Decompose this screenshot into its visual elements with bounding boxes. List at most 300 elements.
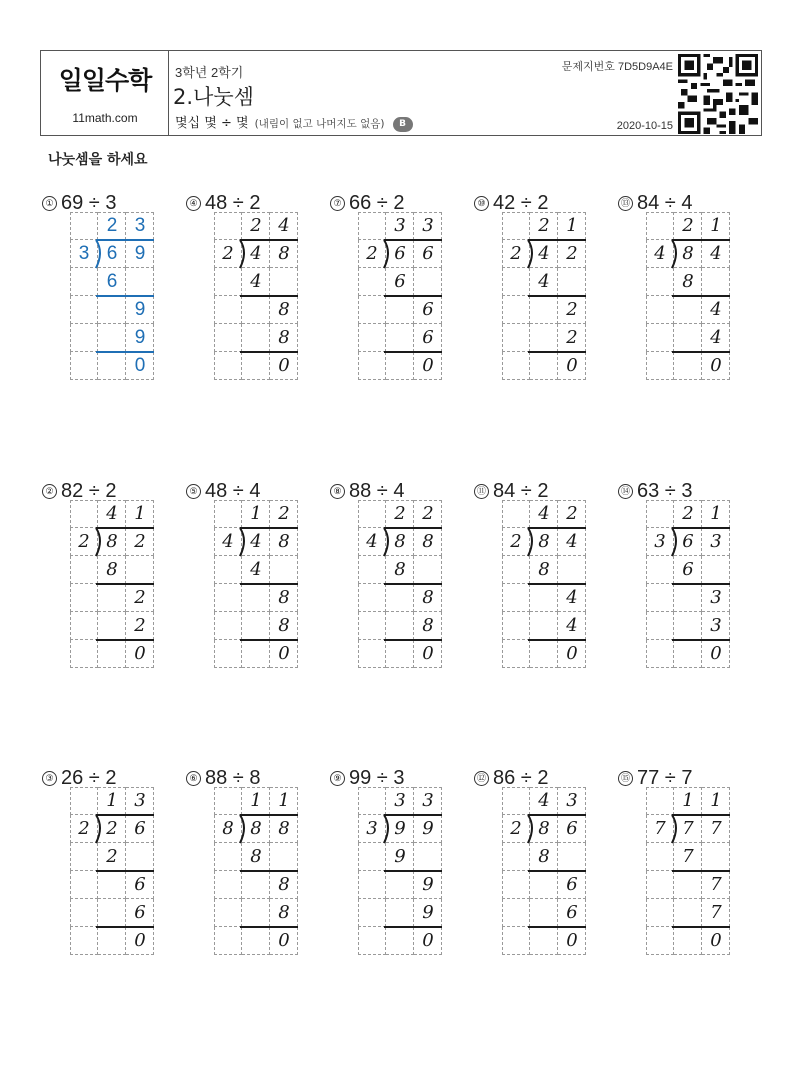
grid-cell[interactable] — [358, 268, 386, 296]
qr-code-icon — [678, 54, 758, 134]
problem-number: ⑬ — [618, 196, 633, 211]
difference-digit: 7 — [710, 874, 722, 895]
grid-cell[interactable] — [502, 500, 530, 528]
grid-cell[interactable] — [358, 500, 386, 528]
division-bracket — [380, 238, 392, 270]
grid-cell[interactable] — [358, 296, 386, 324]
division-bar — [240, 814, 298, 816]
grid-cell[interactable] — [242, 899, 270, 927]
grid-cell[interactable] — [558, 843, 586, 871]
remainder-digit: 0 — [566, 930, 578, 951]
remainder-digit: 0 — [566, 355, 578, 376]
grid-cell[interactable] — [530, 584, 558, 612]
grid-cell[interactable] — [530, 640, 558, 668]
grid-cell[interactable] — [386, 296, 414, 324]
grid-cell[interactable] — [502, 352, 530, 380]
problem-expression: 88 ÷ 8 — [205, 767, 261, 789]
grid-cell[interactable] — [646, 640, 674, 668]
grid-cell[interactable] — [242, 324, 270, 352]
grid-cell[interactable] — [386, 352, 414, 380]
grid-cell[interactable] — [214, 927, 242, 955]
grid-cell[interactable] — [358, 352, 386, 380]
grid-cell[interactable] — [386, 899, 414, 927]
divisor-digit: 2 — [78, 818, 90, 839]
grid-cell[interactable] — [502, 584, 530, 612]
grid-cell[interactable] — [358, 899, 386, 927]
grid-cell[interactable] — [214, 843, 242, 871]
work-grid — [358, 212, 442, 380]
grid-cell[interactable] — [358, 871, 386, 899]
product-digit: 6 — [134, 902, 146, 923]
division-problem — [42, 767, 182, 967]
grid-cell[interactable] — [558, 556, 586, 584]
quotient-digit: 3 — [394, 790, 406, 811]
grid-cell[interactable] — [414, 556, 442, 584]
grid-cell[interactable] — [214, 212, 242, 240]
grid-cell[interactable] — [270, 268, 298, 296]
grid-cell[interactable] — [214, 324, 242, 352]
subtraction-line — [240, 639, 298, 641]
product-digit: 8 — [278, 615, 290, 636]
grid-cell[interactable] — [358, 612, 386, 640]
grid-cell[interactable] — [646, 843, 674, 871]
problem-number: ⑤ — [186, 484, 201, 499]
grid-cell[interactable] — [646, 212, 674, 240]
grid-cell[interactable] — [646, 787, 674, 815]
divisor-digit: 4 — [222, 531, 234, 552]
product-digit: 4 — [538, 271, 550, 292]
dividend-digit: 2 — [106, 818, 118, 839]
grid-cell[interactable] — [414, 843, 442, 871]
grid-cell[interactable] — [242, 927, 270, 955]
grid-cell[interactable] — [386, 927, 414, 955]
difference-digit: 2 — [566, 299, 578, 320]
grid-cell[interactable] — [646, 584, 674, 612]
grid-cell[interactable] — [242, 296, 270, 324]
division-problem — [474, 480, 614, 680]
difference-digit: 6 — [566, 874, 578, 895]
division-problem — [618, 192, 758, 392]
dividend-digit: 9 — [422, 818, 434, 839]
quotient-digit: 1 — [250, 790, 262, 811]
logo-box — [41, 51, 169, 135]
grid-cell[interactable] — [70, 871, 98, 899]
grid-cell[interactable] — [674, 927, 702, 955]
grid-cell[interactable] — [98, 584, 126, 612]
product-digit: 8 — [106, 559, 118, 580]
dividend-digit: 8 — [422, 531, 434, 552]
divisor-digit: 3 — [366, 818, 378, 839]
grid-cell[interactable] — [214, 584, 242, 612]
problem-number: ⑨ — [330, 771, 345, 786]
grid-cell[interactable] — [530, 612, 558, 640]
problem-number: ⑫ — [474, 771, 489, 786]
subtraction-line — [240, 295, 298, 297]
problem-number: ② — [42, 484, 57, 499]
grid-cell[interactable] — [502, 899, 530, 927]
dividend-digit: 6 — [682, 531, 694, 552]
subtraction-line — [672, 295, 730, 297]
grid-cell[interactable] — [502, 296, 530, 324]
subtraction-line — [528, 583, 586, 585]
grid-cell[interactable] — [98, 927, 126, 955]
grid-cell[interactable] — [270, 843, 298, 871]
quotient-digit: 1 — [278, 790, 290, 811]
divisor-digit: 2 — [366, 243, 378, 264]
problem-expression: 66 ÷ 2 — [349, 192, 405, 214]
difference-digit: 2 — [134, 587, 146, 608]
grid-cell[interactable] — [386, 612, 414, 640]
grid-cell[interactable] — [126, 843, 154, 871]
grid-cell[interactable] — [502, 871, 530, 899]
divisor-digit: 3 — [654, 531, 666, 552]
subtraction-line — [528, 870, 586, 872]
grid-cell[interactable] — [242, 640, 270, 668]
grid-cell[interactable] — [414, 268, 442, 296]
grid-cell[interactable] — [70, 556, 98, 584]
dividend-digit: 8 — [538, 531, 550, 552]
division-bar — [96, 814, 154, 816]
subtraction-line — [384, 639, 442, 641]
grid-cell[interactable] — [530, 324, 558, 352]
quotient-digit: 1 — [134, 503, 146, 524]
divisor-digit: 3 — [78, 243, 90, 264]
dividend-digit: 8 — [682, 243, 694, 264]
grid-cell[interactable] — [358, 212, 386, 240]
grid-cell[interactable] — [70, 640, 98, 668]
grid-cell[interactable] — [502, 612, 530, 640]
subtraction-line — [672, 639, 730, 641]
problem-number: ③ — [42, 771, 57, 786]
division-bar — [672, 527, 730, 529]
grid-cell[interactable] — [530, 871, 558, 899]
division-bar — [528, 527, 586, 529]
dividend-digit: 4 — [566, 531, 578, 552]
product-digit: 8 — [278, 327, 290, 348]
subtraction-line — [96, 639, 154, 641]
grid-cell[interactable] — [214, 296, 242, 324]
product-digit: 2 — [134, 615, 146, 636]
grid-cell[interactable] — [214, 787, 242, 815]
quotient-digit: 3 — [134, 215, 146, 236]
grid-cell[interactable] — [646, 612, 674, 640]
problem-expression: 69 ÷ 3 — [61, 192, 117, 214]
grid-cell[interactable] — [530, 296, 558, 324]
difference-digit: 9 — [422, 874, 434, 895]
grid-cell[interactable] — [214, 640, 242, 668]
grid-cell[interactable] — [70, 584, 98, 612]
problem-number: ① — [42, 196, 57, 211]
divisor-digit: 2 — [222, 243, 234, 264]
site-url[interactable]: 11math.com — [72, 111, 138, 125]
subtraction-line — [528, 295, 586, 297]
grid-cell[interactable] — [646, 927, 674, 955]
division-bracket — [92, 526, 104, 558]
division-problem — [330, 480, 470, 680]
remainder-digit: 0 — [278, 355, 290, 376]
grid-cell[interactable] — [502, 556, 530, 584]
dividend-digit: 8 — [106, 531, 118, 552]
remainder-digit: 0 — [278, 643, 290, 664]
product-digit: 8 — [250, 846, 262, 867]
product-digit: 3 — [710, 615, 722, 636]
problem-expression: 48 ÷ 4 — [205, 480, 261, 502]
quotient-digit: 1 — [682, 790, 694, 811]
grid-cell[interactable] — [674, 640, 702, 668]
subtraction-line — [240, 926, 298, 928]
grid-cell[interactable] — [702, 556, 730, 584]
grid-cell[interactable] — [70, 324, 98, 352]
subtraction-line — [96, 870, 154, 872]
grid-cell[interactable] — [126, 556, 154, 584]
problem-number: ⑭ — [618, 484, 633, 499]
grid-cell[interactable] — [70, 212, 98, 240]
grid-cell[interactable] — [386, 584, 414, 612]
grid-cell[interactable] — [98, 352, 126, 380]
dividend-digit: 4 — [538, 243, 550, 264]
dividend-digit: 4 — [710, 243, 722, 264]
topic-note: (내림이 없고 나머지도 없음) — [254, 118, 385, 130]
grid-cell[interactable] — [674, 296, 702, 324]
product-digit: 6 — [566, 902, 578, 923]
work-grid — [70, 212, 154, 380]
grid-cell[interactable] — [674, 352, 702, 380]
dividend-digit: 6 — [394, 243, 406, 264]
work-grid — [502, 212, 586, 380]
grid-cell[interactable] — [530, 352, 558, 380]
difference-digit: 4 — [566, 587, 578, 608]
grid-cell[interactable] — [386, 324, 414, 352]
division-bar — [384, 814, 442, 816]
grid-cell[interactable] — [502, 268, 530, 296]
dividend-digit: 6 — [134, 818, 146, 839]
grid-cell[interactable] — [98, 640, 126, 668]
grid-cell[interactable] — [70, 268, 98, 296]
grid-cell[interactable] — [674, 612, 702, 640]
grid-cell[interactable] — [270, 556, 298, 584]
quotient-digit: 1 — [710, 215, 722, 236]
grid-cell[interactable] — [530, 899, 558, 927]
grid-cell[interactable] — [214, 352, 242, 380]
quotient-digit: 1 — [566, 215, 578, 236]
grid-cell[interactable] — [674, 324, 702, 352]
topic-text: 몇십 몇 ÷ 몇 — [175, 116, 249, 131]
grid-cell[interactable] — [502, 640, 530, 668]
product-digit: 8 — [538, 559, 550, 580]
product-digit: 8 — [682, 271, 694, 292]
dividend-digit: 8 — [250, 818, 262, 839]
grid-cell[interactable] — [358, 556, 386, 584]
problem-expression: 88 ÷ 4 — [349, 480, 405, 502]
division-problem — [474, 767, 614, 967]
worksheet-header — [40, 50, 762, 136]
grid-cell[interactable] — [98, 871, 126, 899]
grid-cell[interactable] — [70, 352, 98, 380]
grid-cell[interactable] — [674, 584, 702, 612]
grid-cell[interactable] — [70, 899, 98, 927]
quotient-digit: 4 — [106, 503, 118, 524]
subtraction-line — [528, 639, 586, 641]
quotient-digit: 3 — [394, 215, 406, 236]
difference-digit: 9 — [134, 299, 146, 320]
quotient-digit: 4 — [538, 790, 550, 811]
division-bracket — [524, 526, 536, 558]
remainder-digit: 0 — [710, 930, 722, 951]
dividend-digit: 7 — [710, 818, 722, 839]
quotient-digit: 1 — [106, 790, 118, 811]
topic-label — [175, 112, 413, 132]
division-bar — [672, 239, 730, 241]
quotient-digit: 3 — [422, 790, 434, 811]
quotient-digit: 2 — [394, 503, 406, 524]
problem-expression: 84 ÷ 4 — [637, 192, 693, 214]
grid-cell[interactable] — [214, 556, 242, 584]
dividend-digit: 8 — [394, 531, 406, 552]
grid-cell[interactable] — [386, 871, 414, 899]
grid-cell[interactable] — [646, 899, 674, 927]
subtraction-line — [384, 926, 442, 928]
grid-cell[interactable] — [502, 324, 530, 352]
product-digit: 6 — [106, 271, 118, 292]
grid-cell[interactable] — [70, 927, 98, 955]
division-problem — [42, 480, 182, 680]
product-digit: 7 — [710, 902, 722, 923]
problem-expression: 26 ÷ 2 — [61, 767, 117, 789]
grid-cell[interactable] — [214, 612, 242, 640]
quotient-digit: 3 — [422, 215, 434, 236]
division-bracket — [524, 813, 536, 845]
division-problem — [330, 767, 470, 967]
grid-cell[interactable] — [530, 927, 558, 955]
subtraction-line — [672, 870, 730, 872]
grid-cell[interactable] — [502, 787, 530, 815]
work-grid — [70, 500, 154, 668]
problem-number: ⑥ — [186, 771, 201, 786]
division-problem — [330, 192, 470, 392]
grid-cell[interactable] — [126, 268, 154, 296]
grid-cell[interactable] — [214, 871, 242, 899]
divisor-digit: 2 — [510, 243, 522, 264]
grid-cell[interactable] — [70, 500, 98, 528]
grid-cell[interactable] — [646, 556, 674, 584]
grid-cell[interactable] — [358, 584, 386, 612]
grid-cell[interactable] — [214, 899, 242, 927]
grid-cell[interactable] — [674, 871, 702, 899]
grid-cell[interactable] — [702, 843, 730, 871]
grid-cell[interactable] — [358, 324, 386, 352]
division-bracket — [236, 526, 248, 558]
grid-cell[interactable] — [242, 612, 270, 640]
grid-cell[interactable] — [98, 612, 126, 640]
quotient-digit: 1 — [250, 503, 262, 524]
grid-cell[interactable] — [646, 500, 674, 528]
grid-cell[interactable] — [646, 324, 674, 352]
grid-cell[interactable] — [502, 927, 530, 955]
remainder-digit: 0 — [710, 643, 722, 664]
worksheet-date: 2020-10-15 — [616, 120, 673, 132]
grid-cell[interactable] — [98, 296, 126, 324]
grid-cell[interactable] — [386, 640, 414, 668]
quotient-digit: 2 — [422, 503, 434, 524]
problem-expression: 86 ÷ 2 — [493, 767, 549, 789]
subtraction-line — [384, 870, 442, 872]
grid-cell[interactable] — [214, 268, 242, 296]
subtraction-line — [672, 351, 730, 353]
quotient-digit: 2 — [682, 215, 694, 236]
division-bar — [96, 527, 154, 529]
grid-cell[interactable] — [646, 352, 674, 380]
difference-digit: 8 — [278, 587, 290, 608]
division-bar — [384, 239, 442, 241]
problem-expression: 99 ÷ 3 — [349, 767, 405, 789]
quotient-digit: 1 — [710, 503, 722, 524]
work-grid — [646, 500, 730, 668]
logo[interactable]: 일일수학 — [58, 66, 152, 95]
grid-cell[interactable] — [358, 640, 386, 668]
quotient-digit: 2 — [538, 215, 550, 236]
remainder-digit: 0 — [278, 930, 290, 951]
product-digit: 6 — [394, 271, 406, 292]
difference-digit: 8 — [278, 299, 290, 320]
grid-cell[interactable] — [702, 268, 730, 296]
quotient-digit: 1 — [710, 790, 722, 811]
problem-expression: 84 ÷ 2 — [493, 480, 549, 502]
grid-cell[interactable] — [674, 899, 702, 927]
worksheet-code: 문제지번호 7D5D9A4E — [561, 61, 673, 73]
grid-cell[interactable] — [358, 843, 386, 871]
product-digit: 2 — [566, 327, 578, 348]
dividend-digit: 8 — [278, 243, 290, 264]
remainder-digit: 0 — [566, 643, 578, 664]
division-bracket — [92, 813, 104, 845]
grid-cell[interactable] — [646, 296, 674, 324]
grid-cell[interactable] — [70, 787, 98, 815]
grid-cell[interactable] — [214, 500, 242, 528]
grid-cell[interactable] — [358, 927, 386, 955]
quotient-digit: 4 — [278, 215, 290, 236]
grid-cell[interactable] — [70, 843, 98, 871]
divisor-digit: 8 — [222, 818, 234, 839]
grid-cell[interactable] — [242, 352, 270, 380]
grid-cell[interactable] — [242, 584, 270, 612]
work-grid — [70, 787, 154, 955]
grid-cell[interactable] — [358, 787, 386, 815]
subtraction-line — [240, 583, 298, 585]
grid-cell[interactable] — [646, 268, 674, 296]
grid-cell[interactable] — [242, 871, 270, 899]
division-problem — [186, 192, 326, 392]
grid-cell[interactable] — [502, 212, 530, 240]
remainder-digit: 0 — [422, 643, 434, 664]
grid-cell[interactable] — [98, 324, 126, 352]
grid-cell[interactable] — [98, 899, 126, 927]
grid-cell[interactable] — [502, 843, 530, 871]
division-bracket — [236, 238, 248, 270]
product-digit: 8 — [422, 615, 434, 636]
remainder-digit: 0 — [134, 355, 146, 376]
grid-cell[interactable] — [646, 871, 674, 899]
difference-digit: 3 — [710, 587, 722, 608]
problem-expression: 63 ÷ 3 — [637, 480, 693, 502]
divisor-digit: 4 — [366, 531, 378, 552]
product-digit: 7 — [682, 846, 694, 867]
subtraction-line — [528, 926, 586, 928]
division-bracket — [380, 813, 392, 845]
grid-cell[interactable] — [70, 296, 98, 324]
grid-cell[interactable] — [70, 612, 98, 640]
grid-cell[interactable] — [558, 268, 586, 296]
quotient-digit: 2 — [566, 503, 578, 524]
